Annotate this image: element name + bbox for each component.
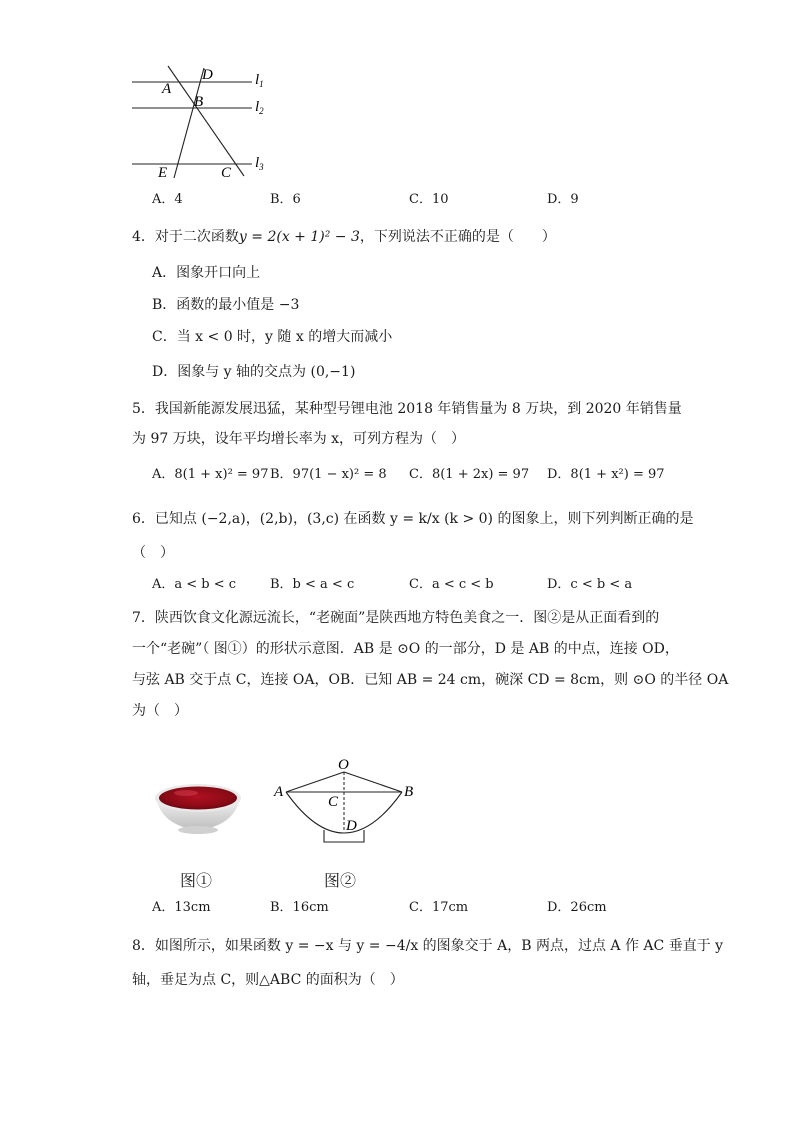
q5-stem-line2: 为 97 万块，设年平均增长率为 x，可列方程为（ ） xyxy=(132,431,466,447)
label-l1: $l_1$ xyxy=(255,72,264,89)
q6-option-a[interactable]: A．a < b < c xyxy=(152,577,237,592)
q4-option-d[interactable]: D．图象与 y 轴的交点为 (0,−1) xyxy=(152,364,356,380)
segment-ob xyxy=(344,772,402,792)
q3-option-c[interactable]: C．10 xyxy=(409,192,449,207)
q7-option-a[interactable]: A．13cm xyxy=(152,900,211,915)
parallel-lines-figure xyxy=(128,62,278,182)
q5-option-d[interactable]: D．8(1 + x²) = 97 xyxy=(547,467,665,482)
q8-stem-line1: 8．如图所示，如果函数 y = −x 与 y = −4/x 的图象交于 A，B 两点，过点 A 作 AC 垂直于 y xyxy=(132,938,724,954)
q5-option-c[interactable]: C．8(1 + 2x) = 97 xyxy=(409,467,530,482)
q5-option-b[interactable]: B．97(1 − x)² = 8 xyxy=(270,467,387,482)
bowl-diagram xyxy=(270,754,420,850)
q7-option-d[interactable]: D．26cm xyxy=(547,900,607,915)
q3-option-b[interactable]: B．6 xyxy=(270,192,301,207)
bowl-highlight xyxy=(174,790,198,796)
label-D: D xyxy=(346,818,357,834)
label-A: A xyxy=(274,784,284,800)
label-B: B xyxy=(194,94,204,110)
q3-option-d[interactable]: D．9 xyxy=(547,192,579,207)
label-D: D xyxy=(202,67,213,83)
line-de xyxy=(174,68,204,178)
label-O: O xyxy=(338,757,349,773)
q4-stem-b: ，下列说法不正确的是（ ） xyxy=(359,229,556,245)
q4-option-c[interactable]: C．当 x < 0 时，y 随 x 的增大而减小 xyxy=(152,329,393,345)
q4-option-b[interactable]: B．函数的最小值是 −3 xyxy=(152,297,300,313)
q4-formula: y = 2(x + 1)² − 3 xyxy=(238,229,360,245)
fig1-caption: 图① xyxy=(180,871,213,890)
q7-stem-line2: 一个“老碗”（ 图①）的形状示意图．AB 是 ⊙O 的一部分，D 是 AB 的中点，连接 OD， xyxy=(132,641,679,657)
q6-option-d[interactable]: D．c < b < a xyxy=(547,577,633,592)
label-E: E xyxy=(158,165,168,181)
bowl-base xyxy=(324,830,364,842)
segment-oa xyxy=(286,772,344,792)
bowl-inside xyxy=(159,787,237,810)
q4-stem xyxy=(132,227,556,247)
q8-stem-line2: 轴，垂足为点 C，则△ABC 的面积为（ ） xyxy=(132,972,404,988)
q4-option-a[interactable]: A．图象开口向上 xyxy=(152,265,261,281)
label-C: C xyxy=(328,794,339,810)
q7-stem-line1: 7．陕西饮食文化源远流长，“老碗面”是陕西地方特色美食之一．图②是从正面看到的 xyxy=(132,610,660,626)
q7-stem-line4: 为（ ） xyxy=(132,703,188,719)
label-B: B xyxy=(404,784,414,800)
q5-option-a[interactable]: A．8(1 + x)² = 97 xyxy=(152,467,269,482)
q7-stem-line3: 与弦 AB 交于点 C，连接 OA，OB．已知 AB = 24 cm，碗深 CD = 8cm，则 ⊙O 的半径 OA xyxy=(132,672,729,688)
q6-stem-line1: 6．已知点 (−2,a)，(2,b)，(3,c) 在函数 y = k/x (k > 0) 的图象上，则下列判断正确的是 xyxy=(132,511,694,527)
q6-stem-line2: （ ） xyxy=(132,545,174,561)
q6-option-b[interactable]: B．b < a < c xyxy=(270,577,355,592)
q5-stem-line1: 5．我国新能源发展迅猛，某种型号锂电池 2018 年销售量为 8 万块，到 2020 年销售量 xyxy=(132,401,682,417)
q4-stem-a: 4．对于二次函数 xyxy=(132,229,239,245)
q7-option-c[interactable]: C．17cm xyxy=(409,900,469,915)
fig2-caption: 图② xyxy=(324,871,357,890)
label-C: C xyxy=(221,165,232,181)
label-l3: $l_3$ xyxy=(255,155,264,172)
label-l2: $l_2$ xyxy=(255,99,264,116)
bowl-foot xyxy=(178,826,218,834)
q7-option-b[interactable]: B．16cm xyxy=(270,900,329,915)
q3-option-a[interactable]: A．4 xyxy=(152,192,183,207)
q6-option-c[interactable]: C．a < c < b xyxy=(409,577,494,592)
label-A: A xyxy=(162,81,172,97)
bowl-photo xyxy=(150,778,246,836)
